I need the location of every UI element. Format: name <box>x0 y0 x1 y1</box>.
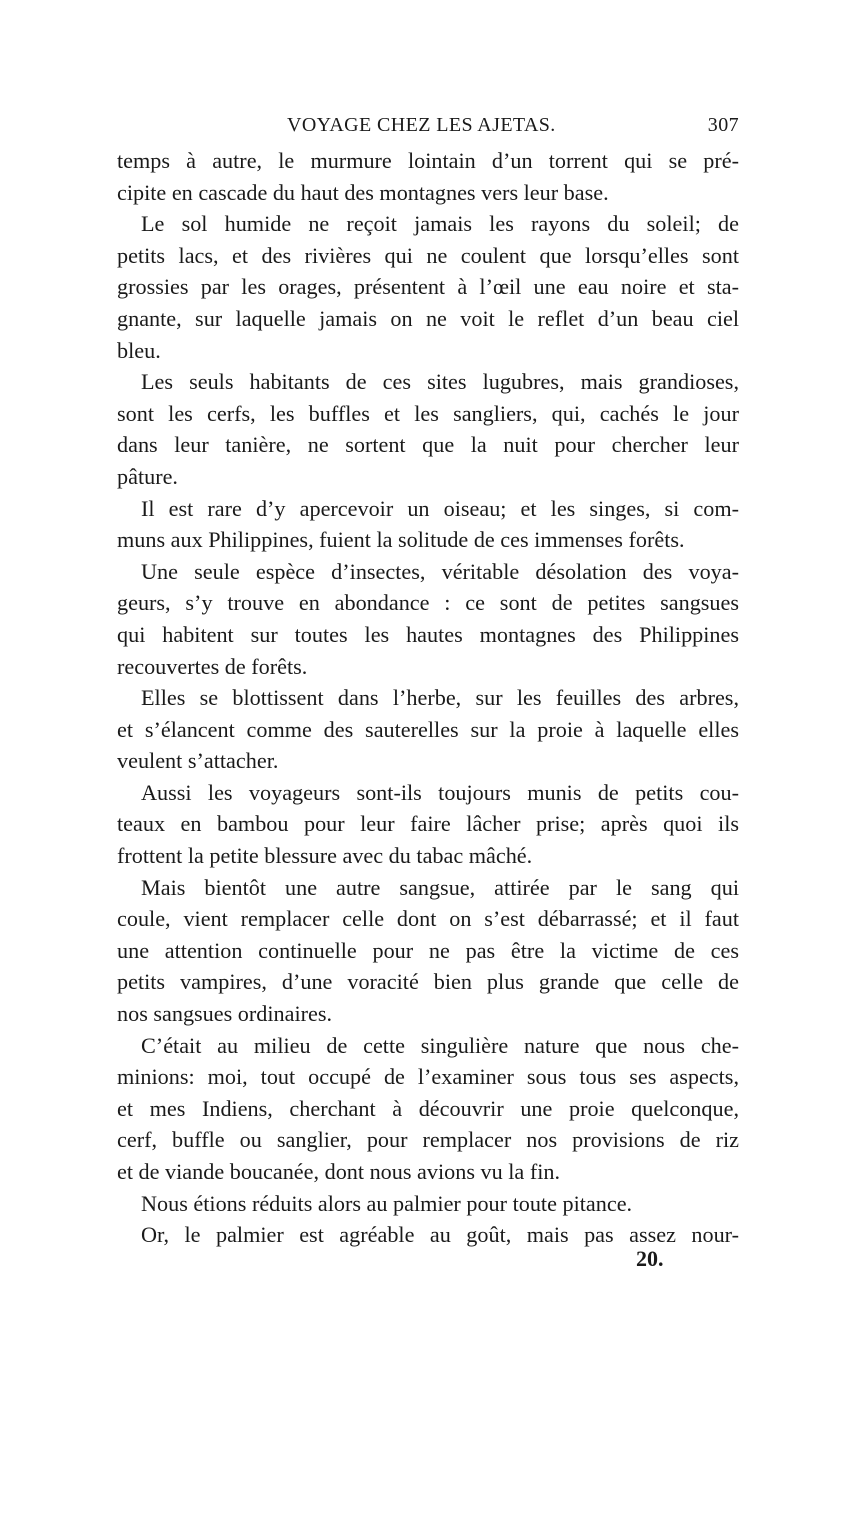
text-line: petits lacs, et des rivières qui ne coulent que lorsqu’elles sont <box>117 242 739 268</box>
text-line: cerf, buffle ou sanglier, pour remplacer nos provisions de riz <box>117 1127 739 1153</box>
text-line: petits vampires, d’une voracité bien plus grande que celle de <box>117 969 739 995</box>
text-line: frottent la petite blessure avec du tabac mâché. <box>117 843 533 869</box>
running-header <box>117 114 739 144</box>
text-line: Il est rare d’y apercevoir un oiseau; et les singes, si com- <box>141 495 739 521</box>
text-line: qui habitent sur toutes les hautes montagnes des Philippines <box>117 621 739 647</box>
text-line: bleu. <box>117 337 161 363</box>
text-line: nos sangsues ordinaires. <box>117 1001 333 1027</box>
text-line: gnante, sur laquelle jamais on ne voit le reflet d’un beau ciel <box>117 305 739 331</box>
text-line: une attention continuelle pour ne pas être la victime de ces <box>117 937 739 963</box>
text-line: grossies par les orages, présentent à l’œil une eau noire et sta- <box>117 274 739 300</box>
text-line: et de viande boucanée, dont nous avions vu la fin. <box>117 1159 561 1184</box>
text-line: et mes Indiens, cherchant à découvrir une proie quelconque, <box>117 1095 739 1121</box>
running-title: VOYAGE CHEZ LES AJETAS. <box>287 114 556 136</box>
text-line: Elles se blottissent dans l’herbe, sur les feuilles des arbres, <box>141 685 739 711</box>
text-line: Or, le palmier est agréable au goût, mais pas assez nour- <box>141 1222 739 1248</box>
text-line: Mais bientôt une autre sangsue, attirée par le sang qui <box>141 874 739 900</box>
text-line: minions: moi, tout occupé de l’examiner sous tous ses aspects, <box>117 1064 739 1090</box>
text-line: Aussi les voyageurs sont-ils toujours munis de petits cou- <box>141 779 739 805</box>
text-line: veulent s’attacher. <box>117 748 279 774</box>
text-line: dans leur tanière, ne sortent que la nuit pour chercher leur <box>117 432 739 458</box>
text-line: muns aux Philippines, fuient la solitude de ces immenses forêts. <box>117 527 685 553</box>
text-line: Les seuls habitants de ces sites lugubres, mais grandioses, <box>141 369 739 395</box>
text-line: geurs, s’y trouve en abondance : ce sont de petites sangsues <box>117 590 739 616</box>
text-line: recouvertes de forêts. <box>117 653 308 679</box>
text-line: Le sol humide ne reçoit jamais les rayons du soleil; de <box>141 211 739 237</box>
text-line: coule, vient remplacer celle dont on s’est débarrassé; et il faut <box>117 906 739 932</box>
text-line: pâture. <box>117 463 178 489</box>
text-line: sont les cerfs, les buffles et les sangliers, qui, cachés le jour <box>117 400 739 426</box>
text-line: et s’élancent comme des sauterelles sur la proie à laquelle elles <box>117 716 739 742</box>
text-line: Une seule espèce d’insectes, véritable désolation des voya- <box>141 558 739 584</box>
body-text <box>117 145 739 1251</box>
text-line: cipite en cascade du haut des montagnes vers leur base. <box>117 179 609 205</box>
text-line: Nous étions réduits alors au palmier pour toute pitance. <box>141 1190 633 1216</box>
text-line: teaux en bambou pour leur faire lâcher prise; après quoi ils <box>117 811 739 837</box>
signature-mark: 20. <box>636 1246 664 1271</box>
text-line: C’était au milieu de cette singulière nature que nous che- <box>141 1032 739 1058</box>
page-number: 307 <box>707 114 739 136</box>
text-line: temps à autre, le murmure lointain d’un torrent qui se pré- <box>117 148 739 173</box>
